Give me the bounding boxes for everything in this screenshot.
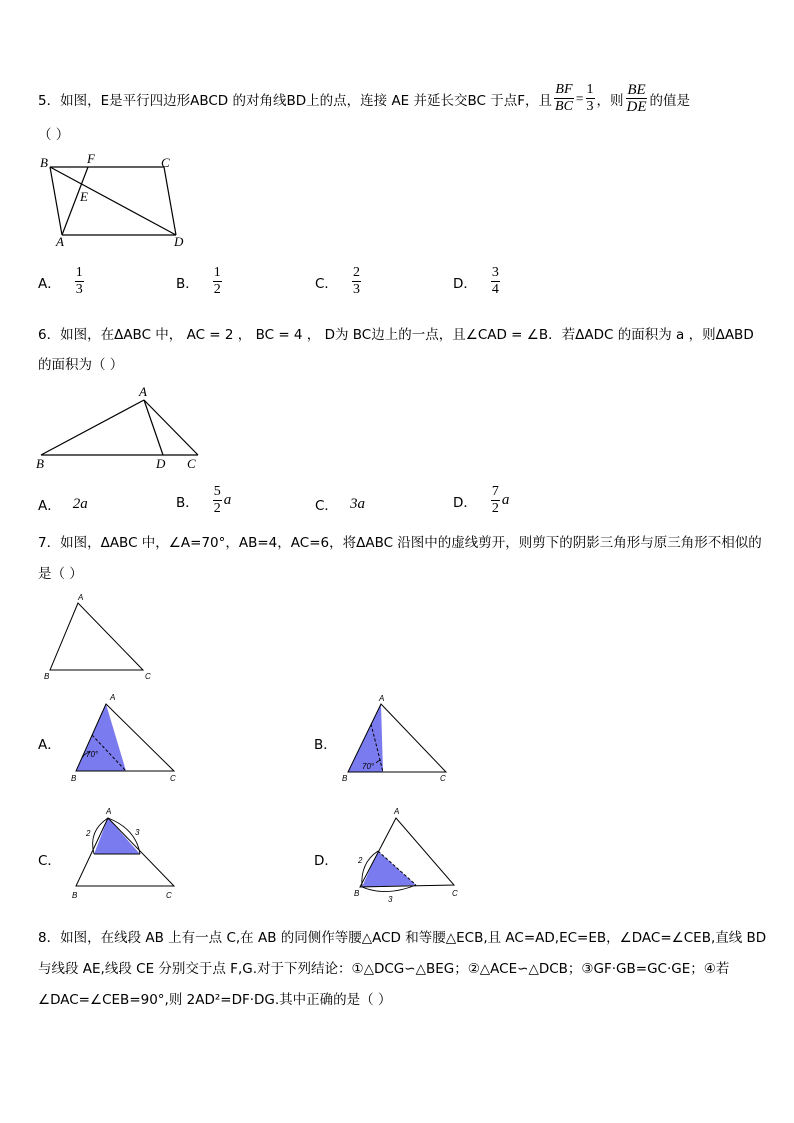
q6-label-c: C	[187, 456, 196, 471]
q6-option-b-den: 2	[213, 501, 221, 516]
q5-val-den: 3	[586, 99, 594, 114]
q6-option-d-num: 7	[491, 484, 499, 499]
q7-option-c-figure[interactable]	[66, 803, 191, 903]
q5-ratio-den: BC	[555, 99, 573, 114]
q5-option-c-fraction	[352, 265, 361, 298]
q6-option-c[interactable]	[315, 494, 365, 514]
q7-option-a-figure[interactable]	[66, 692, 191, 787]
q6-option-d-label: D．	[453, 494, 477, 511]
q6-option-d[interactable]	[453, 484, 509, 517]
q7-stem-line2: 是（ ）	[38, 566, 83, 582]
q6-option-b-suffix: a	[223, 492, 232, 508]
q7-a-angle-label: 70°	[86, 750, 99, 759]
q5-answer-paren: （ ）	[38, 127, 70, 143]
q5-option-a[interactable]	[38, 265, 86, 298]
q6-option-b-num: 5	[213, 484, 221, 499]
q7-b-label-c: C	[440, 774, 446, 783]
q7-a-label-c: C	[170, 774, 176, 783]
q7-c-label-b: B	[72, 891, 78, 900]
q7-b-angle-label: 70°	[362, 762, 375, 771]
q6-side-ac	[144, 400, 198, 455]
q7-option-b-figure[interactable]	[336, 692, 461, 787]
q7-orig-label-b: B	[44, 672, 50, 681]
q6-label-b: B	[36, 456, 44, 471]
q5-val-fraction	[586, 82, 595, 115]
q5-ask-num: BE	[627, 82, 646, 98]
q5-ask-den: DE	[626, 99, 647, 115]
q5-side-ab	[50, 167, 62, 235]
q5-option-b-label: B．	[176, 275, 199, 292]
q5-option-d[interactable]	[453, 265, 502, 298]
q5-option-c[interactable]	[315, 265, 363, 298]
q7-d-length-3: 3	[388, 895, 393, 904]
q5-option-b-num: 1	[213, 265, 221, 280]
q7-b-label-a: A	[379, 694, 385, 703]
q7-option-a-label[interactable]: A．	[38, 737, 61, 753]
q5-label-f: F	[87, 151, 95, 166]
q7-c-label-a: A	[106, 807, 112, 816]
q7-c-length-2: 2	[86, 829, 91, 838]
q6-label-a: A	[139, 384, 147, 399]
q5-eq: =	[575, 90, 584, 106]
q6-option-d-suffix: a	[501, 492, 510, 508]
q6-option-c-label: C．	[315, 498, 338, 514]
q5-option-a-fraction	[75, 265, 84, 298]
q5-label-e: E	[80, 189, 88, 204]
q5-option-d-fraction	[491, 265, 500, 298]
q8-stem-line3: ∠DAC=∠CEB=90°,则 2AD²=DF·DG.其中正确的是（ ）	[38, 992, 392, 1008]
q5-option-b[interactable]	[176, 265, 224, 298]
q7-d-label-b: B	[354, 889, 360, 898]
q7-b-label-b: B	[342, 774, 348, 783]
q7-option-b-label[interactable]: B．	[314, 737, 337, 753]
q6-option-c-value: 3a	[349, 495, 365, 512]
q7-d-label-c: C	[452, 889, 458, 898]
q5-option-d-label: D．	[453, 275, 477, 292]
q5-option-c-label: C．	[315, 275, 338, 292]
q6-option-b-fraction	[213, 484, 222, 517]
q6-side-ab	[41, 400, 144, 455]
q6-triangle-figure	[34, 384, 214, 474]
q5-parallelogram-figure	[36, 152, 196, 248]
q7-orig-label-a: A	[78, 593, 84, 602]
q6-option-b[interactable]	[176, 484, 231, 517]
q7-stem-line1: 7．如图，ΔABC 中，∠A=70°，AB=4，AC=6，将ΔABC 沿图中的虚线剪开，则剪下的阴影三角形与原三角形不相似的	[38, 535, 762, 551]
q5-label-b: B	[40, 155, 48, 170]
q5-label-d: D	[174, 234, 184, 249]
q5-stem	[38, 82, 690, 115]
q7-option-d-label[interactable]: D．	[314, 853, 338, 869]
q7-a-label-b: B	[71, 774, 77, 783]
q7-d-label-a: A	[394, 807, 400, 816]
q5-option-a-den: 3	[75, 282, 83, 297]
q6-segment-ad	[144, 400, 163, 455]
q5-option-a-label: A．	[38, 275, 61, 292]
q6-stem-line2: 的面积为（ ）	[38, 357, 124, 373]
q7-a-label-a: A	[110, 693, 116, 702]
q8-stem-line2: 与线段 AE,线段 CE 分别交于点 F,G.对于下列结论：①△DCG∽△BEG；②△ACE∽△DCB；③GF·GB=GC·GE；④若	[38, 961, 730, 977]
q8-stem-line1: 8．如图，在线段 AB 上有一点 C,在 AB 的同侧作等腰△ACD 和等腰△ECB,且 AC=AD,EC=EB，∠DAC=∠CEB,直线 BD	[38, 930, 767, 946]
q7-d-shaded-triangle	[362, 851, 416, 887]
q6-option-a-value: 2a	[72, 495, 88, 512]
q6-option-d-fraction	[491, 484, 500, 517]
q6-option-b-label: B．	[176, 494, 199, 511]
q5-ratio-fraction	[554, 82, 574, 115]
q6-stem-line1: 6．如图，在ΔABC 中， AC = 2 ， BC = 4 ， D为 BC边上的一点，且∠CAD = ∠B．若ΔADC 的面积为 a ，则ΔABD	[38, 327, 754, 343]
q7-original-triangle	[40, 588, 165, 683]
q5-option-b-den: 2	[213, 282, 221, 297]
q7-option-c-label[interactable]: C．	[38, 853, 61, 869]
q6-option-a[interactable]	[38, 494, 88, 514]
q5-option-b-fraction	[213, 265, 222, 298]
q5-option-d-den: 4	[491, 282, 499, 297]
q5-option-c-den: 3	[352, 282, 360, 297]
q7-c-label-c: C	[166, 891, 172, 900]
q5-text-mid: ，则	[596, 92, 624, 109]
q5-label-a: A	[56, 234, 64, 249]
q7-orig-label-c: C	[145, 672, 151, 681]
q6-option-d-den: 2	[491, 501, 499, 516]
q7-option-d-figure[interactable]	[346, 805, 471, 905]
q5-side-cd	[164, 167, 176, 235]
q5-option-a-num: 1	[75, 265, 83, 280]
q5-label-c: C	[161, 155, 170, 170]
q5-diagonal-bd	[50, 167, 176, 235]
q5-option-d-num: 3	[491, 265, 499, 280]
q5-val-num: 1	[586, 82, 594, 97]
q7-d-length-2: 2	[358, 856, 363, 865]
q5-text-after: 的值是	[649, 92, 691, 109]
q6-option-a-label: A．	[38, 498, 61, 514]
q6-label-d: D	[156, 456, 166, 471]
q5-ask-fraction	[626, 82, 648, 115]
q5-option-c-num: 2	[352, 265, 360, 280]
q5-ratio-num: BF	[555, 82, 573, 97]
q7-c-length-3: 3	[135, 828, 140, 837]
q5-text-before: 5．如图，E是平行四边形ABCD 的对角线BD上的点，连接 AE 并延长交BC 于点F，且	[38, 92, 553, 109]
